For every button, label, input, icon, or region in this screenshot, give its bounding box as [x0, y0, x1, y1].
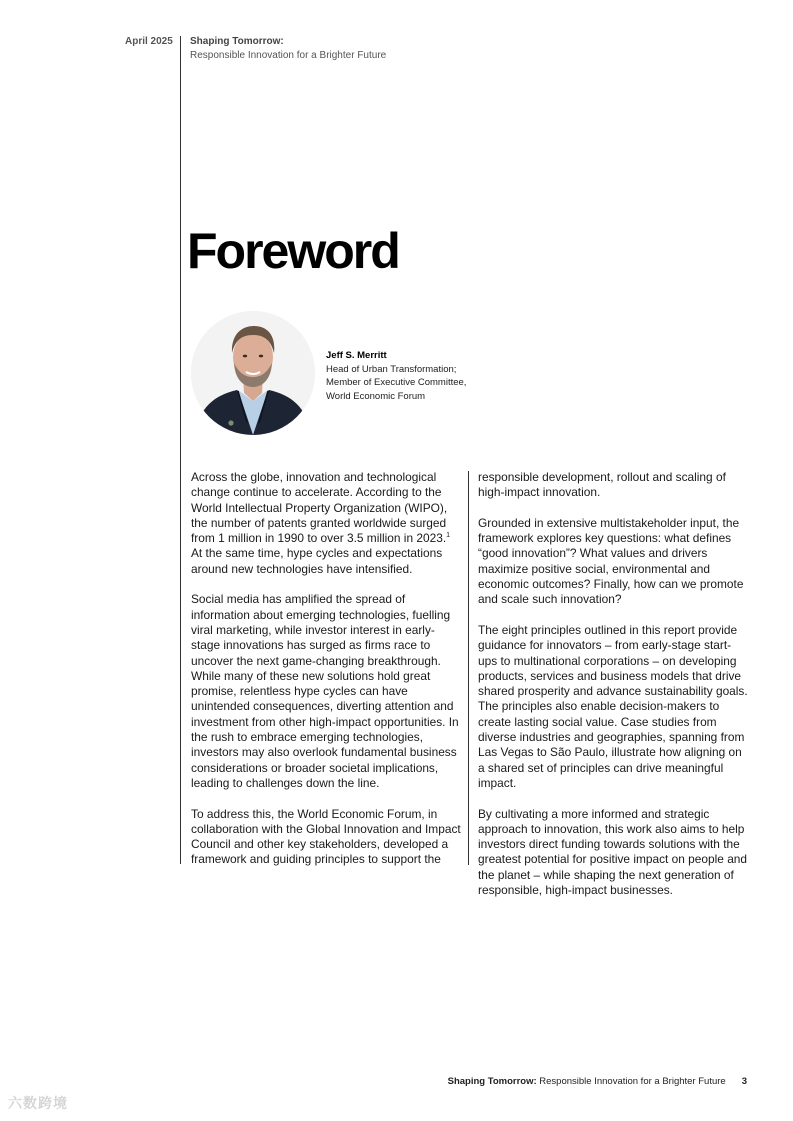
header-date: April 2025	[125, 36, 173, 47]
body-column-right	[478, 470, 748, 914]
author-role-line: Member of Executive Committee,	[326, 377, 467, 388]
body-paragraph: To address this, the World Economic Forum, in collaboration with the Global Innovation and Impact Council and other key stakeholders, developed a framework and guiding principles to support the	[191, 806, 461, 867]
portrait-image	[191, 311, 315, 435]
body-paragraph: Grounded in extensive multistakeholder input, the framework explores key questions: what defines “good innovation”? What values and drivers maximize positive social, environmental and economic outcomes? Finally, how can we promote and scale such innovation?	[478, 515, 744, 607]
header-subtitle: Responsible Innovation for a Brighter Future	[190, 50, 387, 61]
author-role-line: Head of Urban Transformation;	[326, 363, 457, 375]
body-text: Across the globe, innovation and technological change continue to accelerate. According to the World Intellectual Property Organization (WIPO), the number of patents granted worldwide surged from 1 million in 1990 to over 3.5 million in 2023.	[191, 470, 448, 546]
body-paragraph: The eight principles outlined in this report provide guidance for innovators – from early-stage start-ups to multinational corporations – on developing products, services and business models that drive shared prosperity and advance sustainability goals. The principles also enable decision-makers to create lasting social value. Case studies from diverse industries and geographies, spanning from Las Vegas to São Paulo, illustrate how aligning on a shared set of principles can drive meaningful impact.	[478, 622, 748, 790]
author-info	[326, 349, 466, 403]
author-role-line: World Economic Forum	[326, 390, 426, 402]
body-paragraph	[191, 470, 463, 577]
footer-title: Shaping Tomorrow:	[447, 1076, 537, 1087]
body-column-left	[191, 470, 463, 883]
footnote-marker: 1	[446, 532, 451, 540]
author-portrait	[191, 311, 315, 435]
footer-subtitle: Responsible Innovation for a Brighter Future	[536, 1076, 726, 1087]
body-paragraph: By cultivating a more informed and strategic approach to innovation, this work also aims to help investors direct funding towards solutions with the greatest potential for positive impact on people and the planet – while shaping the next generation of responsible, high-impact businesses.	[478, 806, 748, 898]
column-divider	[468, 471, 469, 865]
page-footer	[448, 1076, 747, 1087]
author-name: Jeff S. Merritt	[326, 350, 387, 361]
page-title: Foreword	[187, 223, 399, 279]
watermark: 六数跨境	[8, 1095, 68, 1111]
header-title: Shaping Tomorrow:	[190, 36, 284, 47]
page-number: 3	[741, 1076, 747, 1087]
body-paragraph: Social media has amplified the spread of information about emerging technologies, fuelling viral marketing, while investor interest in early-stage innovations has surged as firms race to uncover the next game-changing breakthrough. While many of these new solutions hold great promise, relentless hype cycles can have unintended consequences, diverting attention and investment from other high-impact opportunities. In the rush to embrace emerging technologies, investors may also overlook fundamental business considerations or broader societal implications, leading to challenges down the line.	[191, 592, 459, 790]
body-text: At the same time, hype cycles and expectations around new technologies have intensified.	[191, 546, 443, 576]
header-divider	[180, 36, 181, 864]
body-paragraph: responsible development, rollout and scaling of high-impact innovation.	[478, 470, 726, 500]
